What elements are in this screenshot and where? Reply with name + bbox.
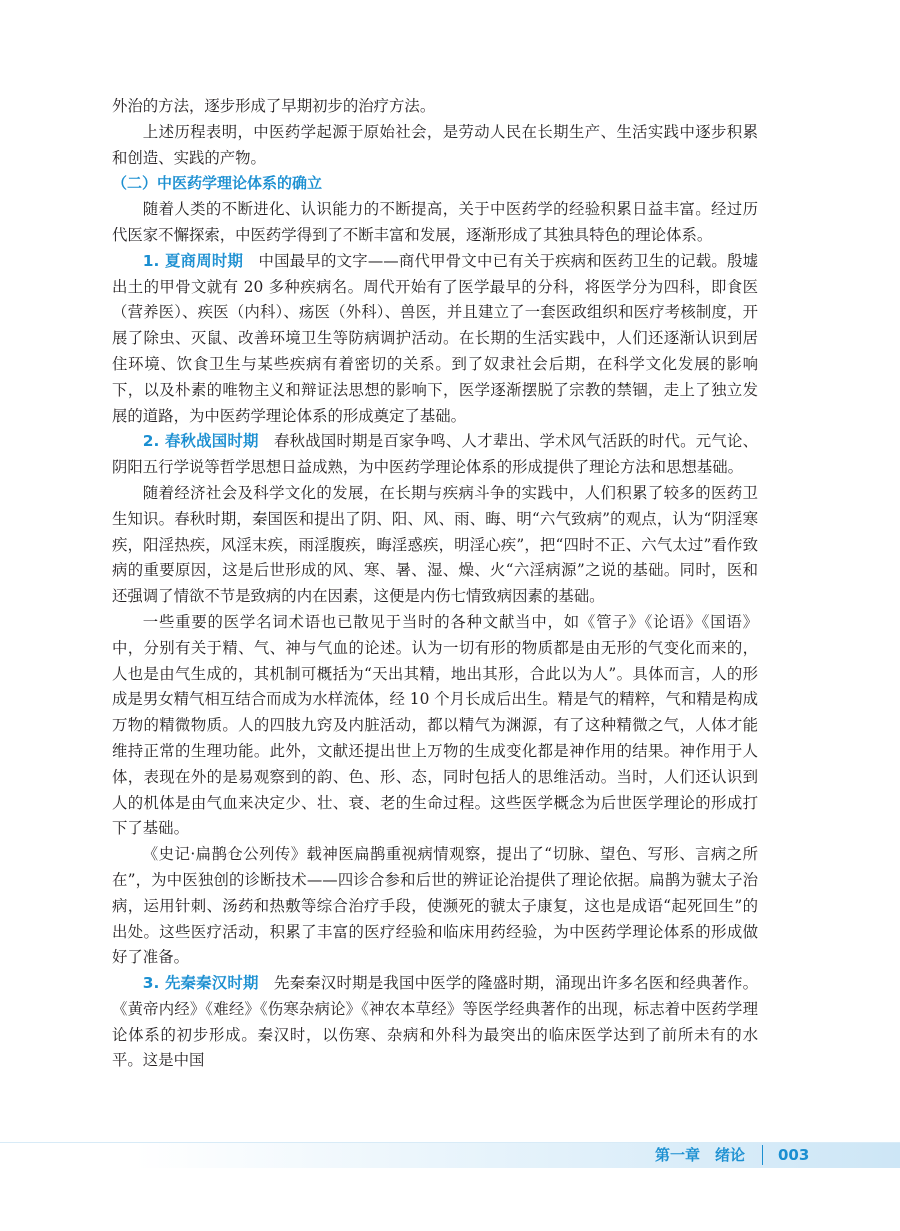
footer-divider [762,1145,763,1165]
footer-band [0,1143,900,1168]
paragraph [112,197,758,249]
paragraph [112,481,758,610]
paragraph [112,971,758,1074]
paragraph-text: 中国最早的文字——商代甲骨文中已有关于疾病和医药卫生的记载。殷墟出土的甲骨文就有 20 多种疾病名。周代开始有了医学最早的分科，将医学分为四科，即食医（营养医）、疾医（内科）、疡医（外科）、兽医，并且建立了一套医政组织和医疗考核制度，开展了除虫、灭鼠、改善环境卫生等防病调护活动。在长期的生活实践中，人们还逐渐认识到居住环境、饮食卫生与某些疾病有着密切的关系。到了奴隶社会后期，在科学文化发展的影响下，以及朴素的唯物主义和辩证法思想的影响下，医学逐渐摆脱了宗教的禁锢，走上了独立发展的道路，为中医药学理论体系的形成奠定了基础。 [112,251,758,425]
paragraph-text: 先秦秦汉时期是我国中医学的隆盛时期，涌现出许多名医和经典著作。《黄帝内经》《难经》《伤寒杂病论》《神农本草经》等医学经典著作的出现，标志着中医药学理论体系的初步形成。秦汉时，以伤寒、杂病和外科为最突出的临床医学达到了前所未有的水平。这是中国 [112,974,758,1070]
paragraph-text: 一些重要的医学名词术语也已散见于当时的各种文献当中，如《管子》《论语》《国语》中，分别有关于精、气、神与气血的论述。认为一切有形的物质都是由无形的气变化而来的，人也是由气生成的，其机制可概括为“天出其精，地出其形，合此以为人”。具体而言，人的形成是男女精气相互结合而成为水样流体，经 10 个月长成后出生。精是气的精粹，气和精是构成万物的精微物质。人的四肢九窍及内脏活动，都以精气为渊源，有了这种精微之气，人体才能维持正常的生理功能。此外，文献还提出世上万物的生成变化都是神作用的结果。神作用于人体，表现在外的是易观察到的韵、色、形、态，同时包括人的思维活动。当时，人们还认识到人的机体是由气血来决定少、壮、衰、老的生命过程。这些医学概念为后世医学理论的形成打下了基础。 [112,612,758,838]
paragraph-text: 随着经济社会及科学文化的发展，在长期与疾病斗争的实践中，人们积累了较多的医药卫生知识。春秋时期，秦国医和提出了阴、阳、风、雨、晦、明“六气致病”的观点，认为“阴淫寒疾，阳淫热疾，风淫末疾，雨淫腹疾，晦淫惑疾，明淫心疾”，把“四时不正、六气太过”看作致病的重要原因，这是后世形成的风、寒、暑、湿、燥、火“六淫病源”之说的基础。同时，医和还强调了情欲不节是致病的内在因素，这便是内伤七情致病因素的基础。 [112,483,758,606]
subsection-heading: 1. 夏商周时期 [142,251,244,270]
paragraph [112,429,758,481]
paragraph [112,842,758,971]
paragraph-text: 随着人类的不断进化、认识能力的不断提高，关于中医药学的经验积累日益丰富。经过历代医家不懈探索，中医药学得到了不断丰富和发展，逐渐形成了其独具特色的理论体系。 [112,200,758,244]
paragraph-text: 《史记·扁鹊仓公列传》载神医扁鹊重视病情观察，提出了“切脉、望色、写形、言病之所在”，为中医独创的诊断技术——四诊合参和后世的辨证论治提供了理论依据。扁鹊为虢太子治病，运用针刺、汤药和热敷等综合治疗手段，使濒死的虢太子康复，这也是成语“起死回生”的出处。这些医疗活动，积累了丰富的医疗经验和临床用药经验，为中医药学理论体系的形成做好了准备。 [112,845,758,967]
paragraph-text: 外治的方法，逐步形成了早期初步的治疗方法。 [112,97,436,115]
subsection-heading: 3. 先秦秦汉时期 [142,974,259,993]
paragraph [112,120,758,172]
footer-chapter-title: 第一章 绪论 [654,1146,745,1164]
paragraph [112,249,758,430]
paragraph-text: 上述历程表明，中医药学起源于原始社会，是劳动人民在长期生产、生活实践中逐步积累和创造、实践的产物。 [112,122,758,167]
paragraph-text: 春秋战国时期是百家争鸣、人才辈出、学术风气活跃的时代。元气论、阴阳五行学说等哲学思想日益成熟，为中医药学理论体系的形成提供了理论方法和思想基础。 [112,432,758,477]
section-heading: （二）中医药学理论体系的确立 [112,174,323,193]
page-number: 003 [778,1146,810,1164]
subsection-heading: 2. 春秋战国时期 [142,432,259,451]
paragraph [112,94,758,120]
main-text [112,94,758,1074]
paragraph [112,610,758,842]
